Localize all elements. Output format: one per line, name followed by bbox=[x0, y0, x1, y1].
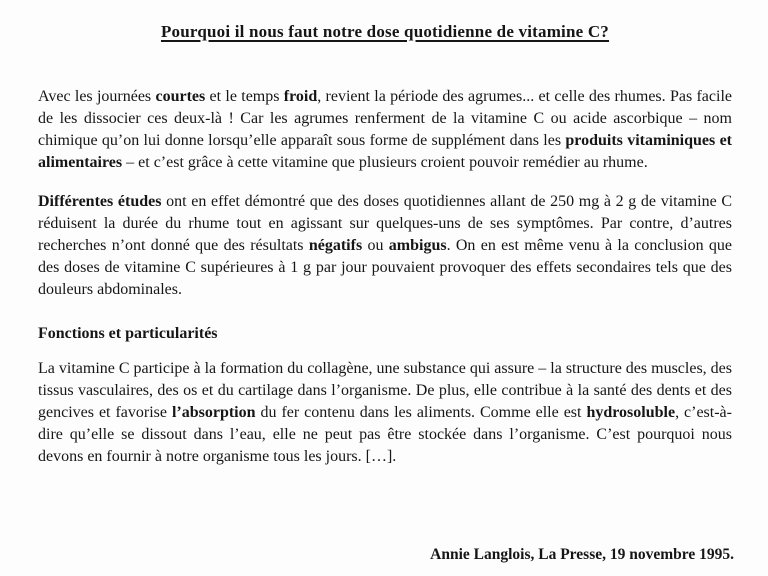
article-title-text: Pourquoi il nous faut notre dose quotidienne de vitamine C? bbox=[160, 22, 610, 41]
article-body bbox=[38, 86, 732, 468]
text-run: l’absorption bbox=[171, 404, 256, 421]
text-run: produits vitaminiques et alimentaires bbox=[38, 132, 733, 171]
text-run: ou bbox=[362, 237, 389, 254]
text-run: Différentes études bbox=[38, 193, 162, 210]
text-run: Avec les journées bbox=[38, 88, 156, 105]
text-run: , c’est-à-dire qu’elle se dissout dans l’eau, elle ne peut pas être stockée dans l’organisme. C’est pourquoi nous devons en fournir à notre organisme tous les jours. […]. bbox=[38, 404, 732, 465]
attribution: Annie Langlois, La Presse, 19 novembre 1995. bbox=[430, 546, 734, 563]
text-run: . On en est même venu à la conclusion que des doses de vitamine C supérieures à 1 g par jour pouvaient provoquer des effets secondaires tels que des douleurs abdominales. bbox=[38, 237, 733, 298]
text-run: négatifs bbox=[308, 237, 363, 254]
text-run: , revient la période des agrumes... et celle des rhumes. Pas facile de les dissocier ces deux-là ! Car les agrumes renferment de la vitamine C ou acide ascorbique – nom chimique qu’on lui donne lorsqu’elle apparaît sous forme de supplément dans les bbox=[38, 88, 732, 149]
text-run: froid bbox=[283, 88, 318, 105]
paragraph bbox=[38, 358, 732, 468]
text-run: Fonctions et particularités bbox=[38, 325, 218, 342]
section-heading bbox=[38, 323, 732, 345]
text-run: – et c’est grâce à cette vitamine que plusieurs croient pouvoir remédier au rhume. bbox=[122, 154, 648, 171]
text-run: ont en effet démontré que des doses quotidiennes allant de 250 mg à 2 g de vitamine C réduisent la durée du rhume tout en agissant sur quelques-uns de ses symptômes. Par contre, d’autres recherches n’ont donné que des résultats bbox=[38, 193, 733, 254]
text-run: et le temps bbox=[205, 88, 284, 105]
paragraph bbox=[38, 86, 732, 174]
text-run: La vitamine C participe à la formation du collagène, une substance qui assure – la structure des muscles, des tissus vasculaires, des os et du cartilage dans l’organisme. De plus, elle contribue à la santé des dents et des gencives et favorise bbox=[38, 360, 732, 421]
paragraph bbox=[38, 191, 732, 301]
text-run: hydrosoluble bbox=[586, 404, 676, 421]
article-title bbox=[38, 22, 732, 42]
text-run: ambigus bbox=[388, 237, 447, 254]
text-run: du fer contenu dans les aliments. Comme elle est bbox=[255, 404, 587, 421]
text-run: courtes bbox=[155, 88, 206, 105]
